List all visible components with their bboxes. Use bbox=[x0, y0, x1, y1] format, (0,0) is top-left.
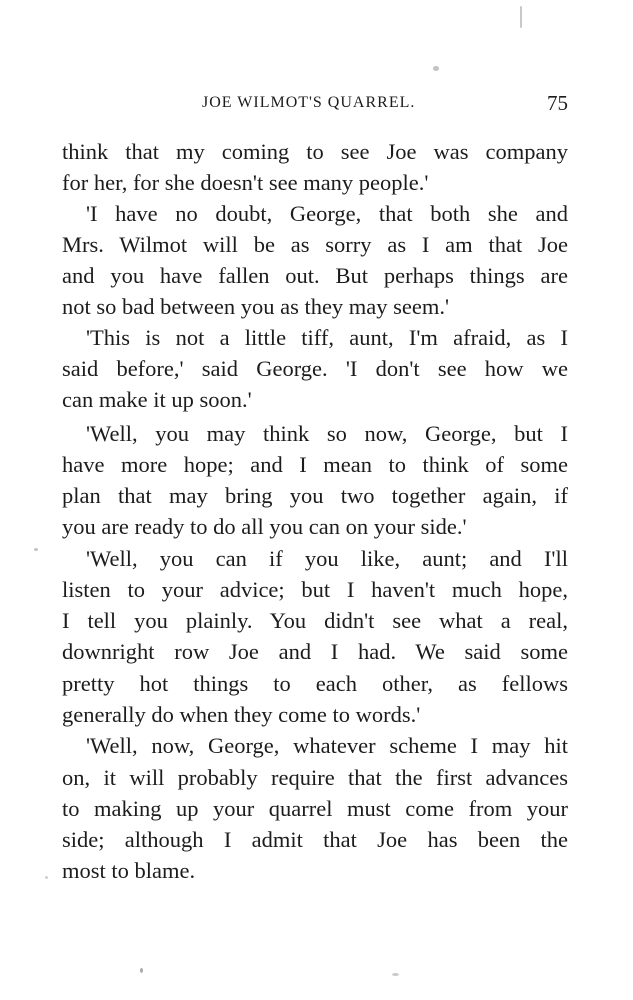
paper-speck bbox=[34, 548, 38, 551]
text-line: said before,' said George. 'I don't see how we bbox=[62, 356, 568, 381]
running-title: JOE WILMOT'S QUARREL. bbox=[202, 94, 416, 111]
text-line: and you have fallen out. But perhaps things are bbox=[62, 263, 568, 288]
text-line: 'I have no doubt, George, that both she and bbox=[86, 201, 568, 226]
text-line: to making up your quarrel must come from your bbox=[62, 796, 568, 821]
page-number: 75 bbox=[547, 91, 568, 115]
text-line: pretty hot things to each other, as fellows bbox=[62, 671, 568, 696]
text-line: 'Well, now, George, whatever scheme I may hit bbox=[86, 733, 568, 758]
text-line: 'This is not a little tiff, aunt, I'm afraid, as I bbox=[86, 325, 568, 350]
running-head bbox=[62, 88, 568, 118]
text-line: on, it will probably require that the first advances bbox=[62, 765, 568, 790]
text-line: most to blame. bbox=[62, 858, 196, 883]
text-line: listen to your advice; but I haven't much hope, bbox=[62, 577, 568, 602]
text-line: side; although I admit that Joe has been the bbox=[62, 827, 568, 852]
text-line: think that my coming to see Joe was company bbox=[62, 139, 568, 164]
text-line: downright row Joe and I had. We said some bbox=[62, 639, 568, 664]
paper-speck bbox=[45, 876, 48, 879]
paper-speck bbox=[433, 66, 439, 71]
text-line: I tell you plainly. You didn't see what a real, bbox=[62, 608, 568, 633]
paper-speck bbox=[520, 6, 522, 28]
text-line: Mrs. Wilmot will be as sorry as I am that Joe bbox=[62, 232, 568, 257]
text-line: 'Well, you can if you like, aunt; and I'll bbox=[86, 546, 568, 571]
text-line: you are ready to do all you can on your side.' bbox=[62, 514, 467, 539]
text-line: can make it up soon.' bbox=[62, 387, 252, 412]
paper-speck bbox=[392, 973, 399, 976]
text-line: for her, for she doesn't see many people.' bbox=[62, 170, 429, 195]
text-line: plan that may bring you two together again, if bbox=[62, 483, 568, 508]
paper-speck bbox=[140, 968, 143, 973]
text-line: 'Well, you may think so now, George, but I bbox=[86, 421, 568, 446]
text-line: generally do when they come to words.' bbox=[62, 702, 421, 727]
text-line: have more hope; and I mean to think of some bbox=[62, 452, 568, 477]
text-line: not so bad between you as they may seem.' bbox=[62, 294, 450, 319]
